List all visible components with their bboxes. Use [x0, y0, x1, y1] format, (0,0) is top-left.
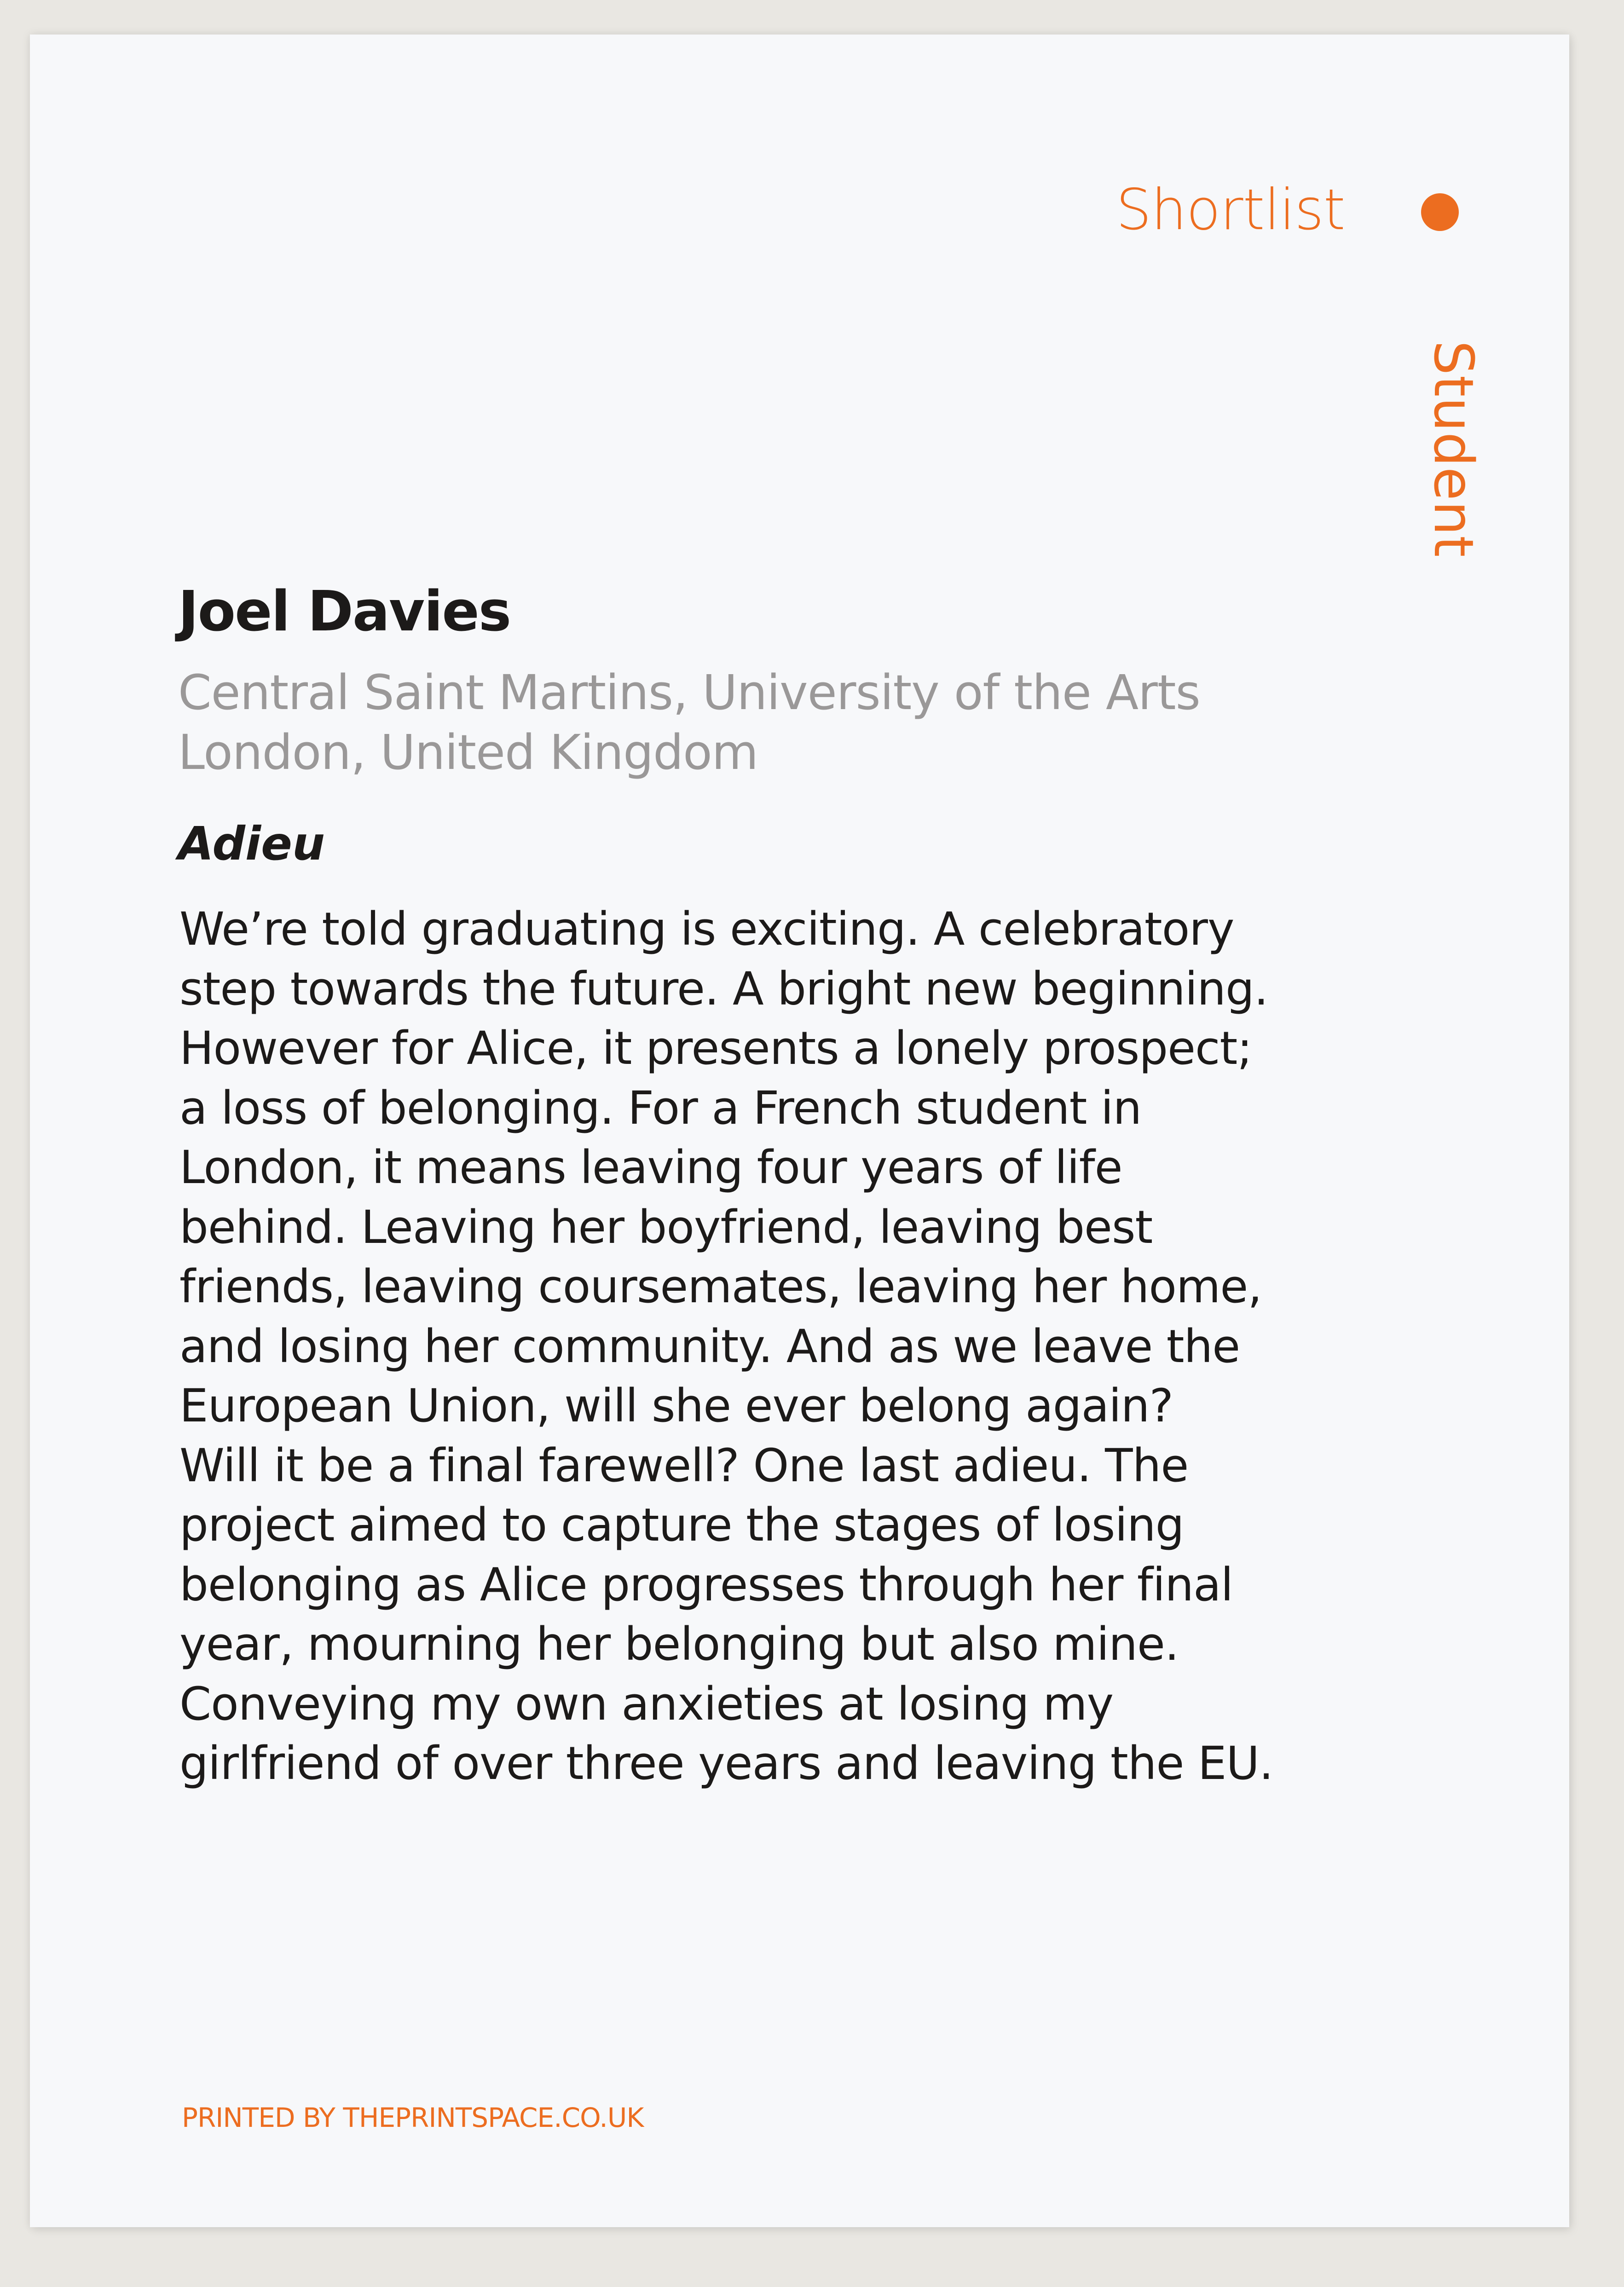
- description-line: project aimed to capture the stages of losing: [179, 1499, 1184, 1552]
- author-name: Joel Davies: [178, 580, 511, 644]
- shortlist-dot-icon: [1421, 193, 1459, 231]
- work-title: Adieu: [178, 817, 325, 871]
- institution-line: London, United Kingdom: [178, 724, 758, 780]
- caption-card: [30, 35, 1569, 2227]
- description-line: London, it means leaving four years of life: [179, 1141, 1122, 1194]
- description-line: girlfriend of over three years and leaving the EU.: [179, 1737, 1273, 1790]
- shortlist-label: Shortlist: [1116, 177, 1345, 243]
- category-label: Student: [1422, 341, 1485, 558]
- institution-line: Central Saint Martins, University of the Arts: [178, 664, 1200, 721]
- description-line: We’re told graduating is exciting. A celebratory: [179, 903, 1234, 956]
- description-line: belonging as Alice progresses through her final: [179, 1558, 1233, 1611]
- description-line: and losing her community. And as we leave the: [179, 1320, 1240, 1373]
- description-line: year, mourning her belonging but also mine.: [179, 1618, 1179, 1671]
- description-line: European Union, will she ever belong again?: [179, 1380, 1173, 1432]
- description-line: Will it be a final farewell? One last adieu. The: [179, 1439, 1189, 1492]
- description-line: behind. Leaving her boyfriend, leaving best: [179, 1201, 1153, 1254]
- description-line: step towards the future. A bright new beginning.: [179, 962, 1268, 1016]
- description-line: a loss of belonging. For a French student in: [179, 1081, 1142, 1135]
- description-line: Conveying my own anxieties at losing my: [179, 1677, 1114, 1731]
- printer-credit: PRINTED BY THEPRINTSPACE.CO.UK: [182, 2102, 644, 2133]
- description-line: friends, leaving coursemates, leaving her home,: [179, 1260, 1262, 1313]
- description-line: However for Alice, it presents a lonely prospect;: [179, 1022, 1252, 1075]
- description: [179, 900, 1273, 1794]
- institution: [178, 663, 1329, 782]
